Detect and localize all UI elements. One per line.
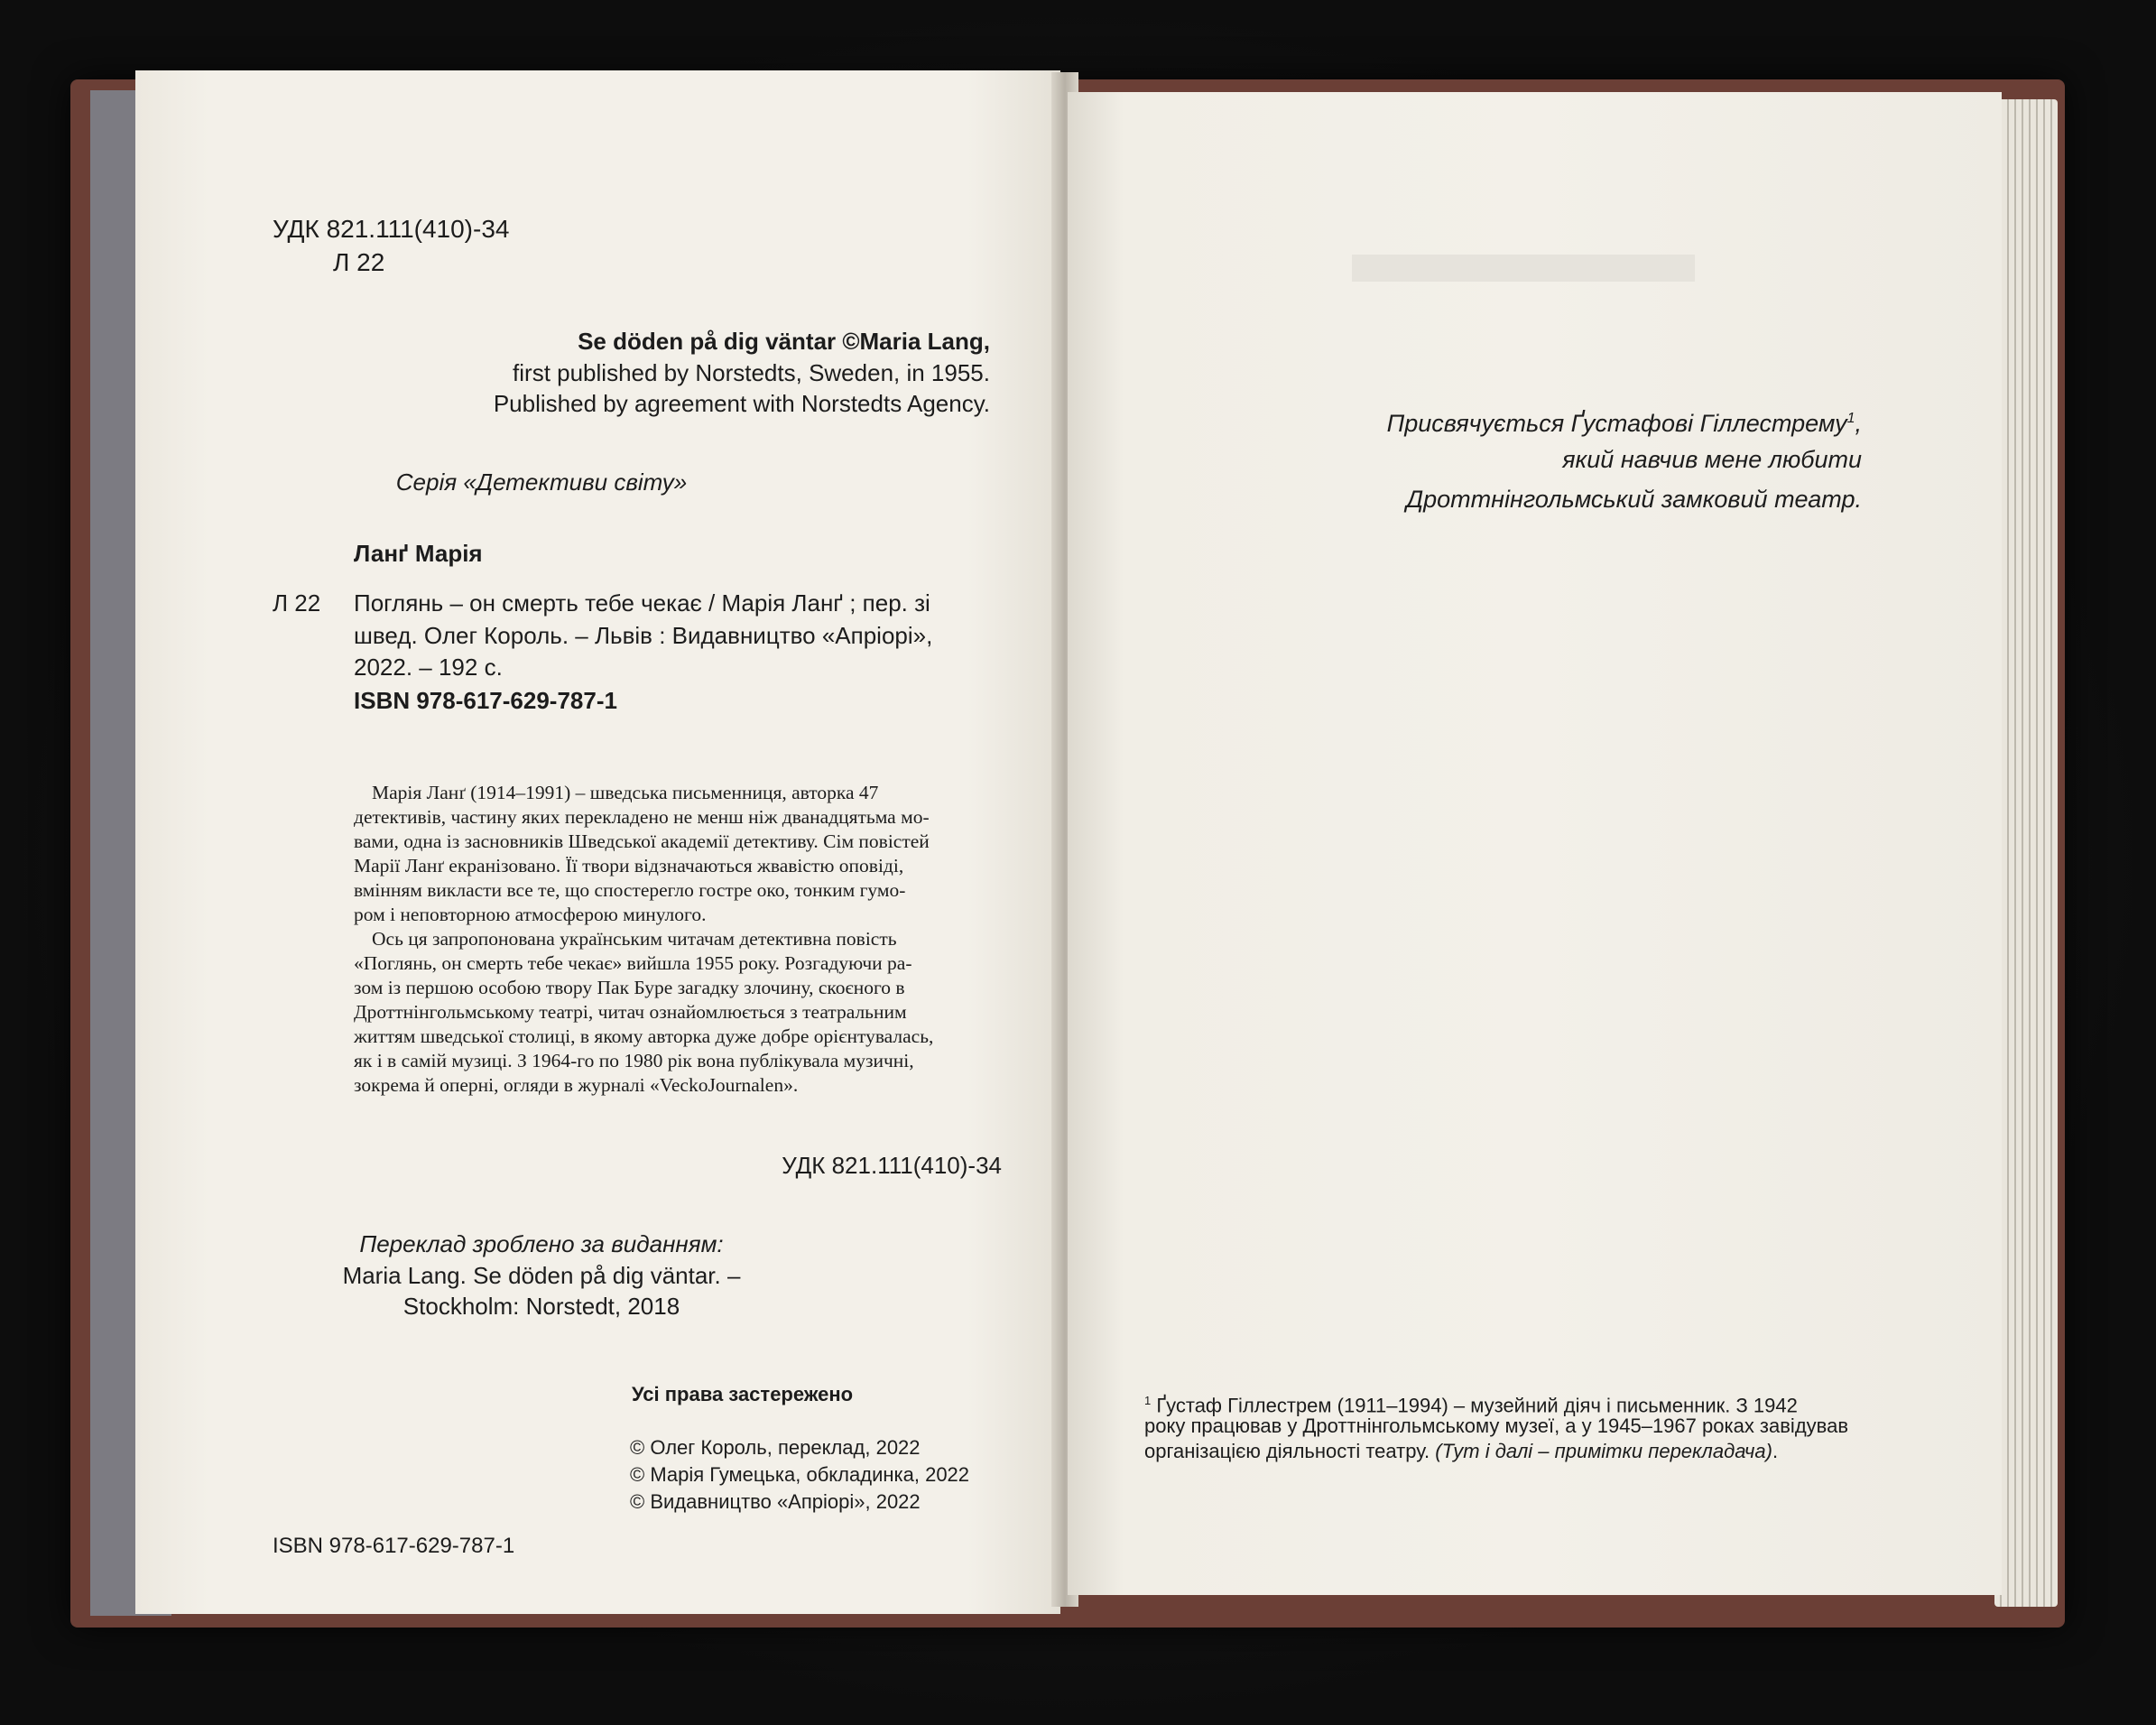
dedication-text: Присвячується Ґустафові Гіллестрему <box>1386 410 1847 437</box>
copyright-line-2: first published by Norstedts, Sweden, in 1955. <box>513 359 990 386</box>
show-through-heading <box>1352 236 1695 313</box>
annotation-line: зокрема й оперні, огляди в журналі «VeckoJournalen». <box>354 1074 799 1096</box>
annotation-line: ром і неповторною атмосферою минулого. <box>354 904 707 925</box>
left-page <box>135 70 1060 1614</box>
isbn-bottom: ISBN 978-617-629-787-1 <box>273 1534 515 1558</box>
credit-translation: © Олег Король, переклад, 2022 <box>630 1436 921 1459</box>
annotation-line: детективів, частину яких перекладено не менш ніж дванадцятьма мо- <box>354 806 930 828</box>
bib-line-1: Поглянь – он смерть тебе чекає / Марія Ланґ ; пер. зі <box>354 589 930 617</box>
copyright-line-3: Published by agreement with Norstedts Agency. <box>493 390 990 417</box>
original-edition-line-2: Stockholm: Norstedt, 2018 <box>403 1293 680 1320</box>
footnote-ref: 1 <box>1846 411 1855 426</box>
author-heading: Ланґ Марія <box>354 540 483 567</box>
annotation-line: вами, одна із засновників Шведської академії детективу. Сім повістей <box>354 830 930 852</box>
footnote-line-2: року працював у Дроттнінгольмському музеї, а у 1945–1967 роках завідував <box>1144 1414 1849 1437</box>
bbk-code-top: Л 22 <box>333 248 385 276</box>
dedication-line-1 <box>1140 403 1862 439</box>
original-edition-line-1: Maria Lang. Se döden på dig väntar. – <box>342 1262 741 1289</box>
udc-code-bottom: УДК 821.111(410)-34 <box>782 1152 1002 1179</box>
bib-line-3: 2022. – 192 с. <box>354 654 503 681</box>
annotation-line: зом із першою особою твору Пак Буре загадку злочину, скоєного в <box>354 977 905 998</box>
annotation-line: Марії Ланґ екранізовано. Її твори відзначаються жвавістю оповіді, <box>354 855 904 876</box>
dedication-comma: , <box>1855 410 1862 437</box>
credit-cover: © Марія Гумецька, обкладинка, 2022 <box>630 1463 970 1486</box>
translation-note: Переклад зроблено за виданням: <box>359 1230 724 1257</box>
udc-code-top: УДК 821.111(410)-34 <box>273 215 510 243</box>
bib-isbn: ISBN 978-617-629-787-1 <box>354 687 617 714</box>
footnote-mark: 1 <box>1144 1394 1152 1407</box>
right-page <box>1068 92 2002 1595</box>
footnote-text: організацією діяльності театру. <box>1144 1440 1430 1462</box>
series-title: Серія «Детективи світу» <box>395 468 688 496</box>
dedication-line-2: який навчив мене любити <box>1562 446 1862 473</box>
credit-publisher: © Видавництво «Апріорі», 2022 <box>630 1490 921 1513</box>
bib-code: Л 22 <box>273 589 321 617</box>
bib-line-2: швед. Олег Король. – Львів : Видавництво «Апріорі», <box>354 622 933 649</box>
bleed-through-text-decoration <box>1352 236 1695 300</box>
annotation-line: «Поглянь, он смерть тебе чекає» вийшла 1955 року. Розгадуючи ра- <box>354 952 912 974</box>
copyright-title: Se döden på dig väntar ©Maria Lang, <box>578 328 990 355</box>
footnote-period: . <box>1772 1440 1779 1462</box>
footnote-line-3 <box>1144 1438 1778 1465</box>
footnote-italic-note: (Тут і далі – примітки перекладача) <box>1435 1440 1772 1462</box>
rights-reserved: Усі права застережено <box>632 1383 854 1405</box>
footnote-text: Ґустаф Гіллестрем (1911–1994) – музейний діяч і письменник. З 1942 <box>1156 1394 1798 1417</box>
annotation-line: Дроттнінгольмському театрі, читач ознайомлюється з театральним <box>354 1001 907 1023</box>
annotation-line: життям шведської столиці, в якому авторка дуже добре орієнтувалась, <box>354 1025 934 1047</box>
annotation-line: Ось ця запропонована українським читачам детективна повість <box>372 928 897 950</box>
annotation-line: Марія Ланґ (1914–1991) – шведська письменниця, авторка 47 <box>372 782 879 803</box>
annotation-line: вмінням викласти все те, що спостерегло гостре око, тонким гумо- <box>354 879 906 901</box>
dedication-line-3: Дроттнінгольмський замковий театр. <box>1406 486 1862 513</box>
page-edges <box>1994 99 2058 1607</box>
annotation-line: як і в самій музиці. З 1964-го по 1980 рік вона публікувала музичні, <box>354 1050 914 1071</box>
